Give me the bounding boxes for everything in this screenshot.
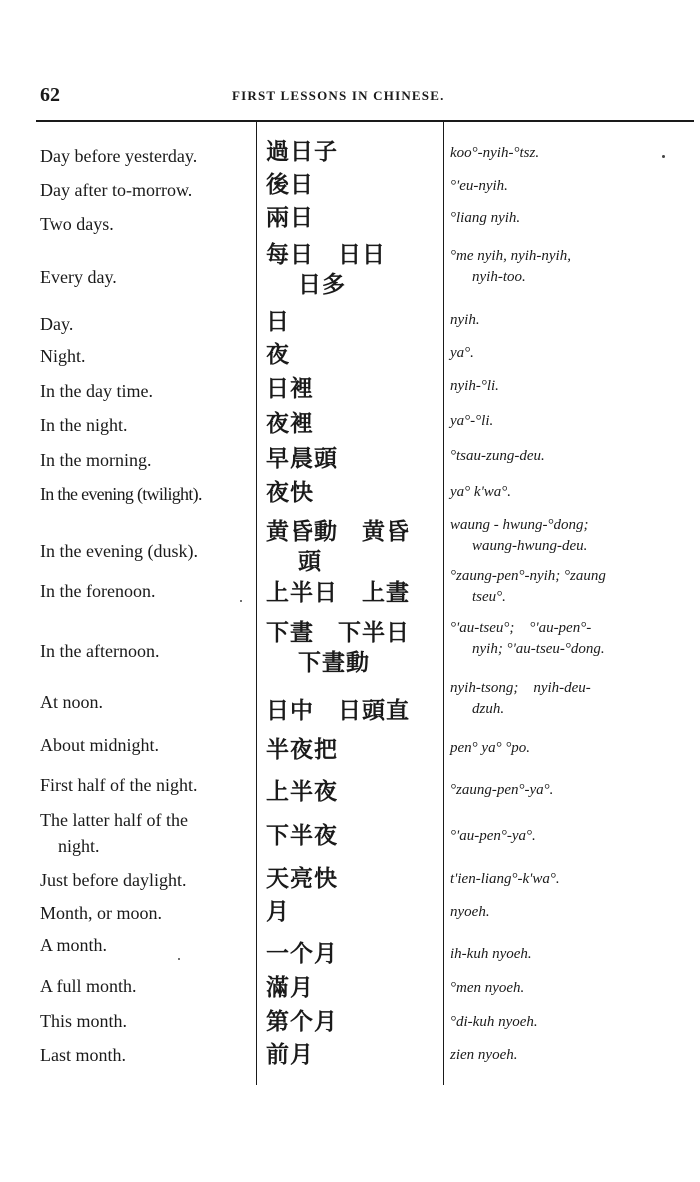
chinese-term: 前月 [266,1042,314,1068]
romanization: ya°-°li. [450,413,494,429]
romanization: ya°. [450,345,474,361]
english-term: About midnight. [40,735,160,755]
chinese-term: 夜快 [266,480,314,506]
chinese-line: 下晝 下半日 [266,620,410,646]
romanization-line-2: nyih-too. [472,269,526,285]
chinese-term: 上半日 上晝 [266,580,410,606]
english-term: This month. [40,1011,128,1031]
scan-speck [178,958,180,960]
chinese-term: 月 [266,899,290,925]
romanization-line-2: waung-hwung-deu. [472,538,588,554]
romanization: nyih. [450,312,480,328]
english-term: In the night. [40,415,128,435]
romanization: nyoeh. [450,904,490,920]
romanization: °'au-pen°-ya°. [450,828,536,844]
english-term: In the afternoon. [40,641,160,661]
english-term: In the forenoon. [40,581,156,601]
romanization-line-2: tseu°. [472,589,506,605]
scan-speck [662,155,665,158]
english-term: Day before yesterday. [40,146,198,166]
romanization-line-2: nyih; °'au-tseu-°dong. [472,641,605,657]
scan-speck [240,600,242,602]
english-term: In the morning. [40,450,152,470]
english-term: In the day time. [40,381,153,401]
romanization [450,618,694,660]
chinese-term: 日中 日頭直 [266,698,410,724]
english-term: Month, or moon. [40,903,163,923]
chinese-line-2: 頭 [298,549,322,575]
chinese-term: 夜裡 [266,411,314,437]
romanization [450,566,694,608]
chinese-term: 早晨頭 [266,446,338,472]
english-term: Two days. [40,214,114,234]
chinese-line: 黄昏動 黄昏 [266,519,410,545]
chinese-term: 半夜把 [266,737,338,763]
english-term: Every day. [40,267,117,287]
romanization: pen° ya° °po. [450,740,531,756]
romanization: ya° k'wa°. [450,484,512,500]
romanization: °'eu-nyih. [450,178,508,194]
chinese-term: 日裡 [266,376,314,402]
english-term: First half of the night. [40,775,198,795]
romanization [450,246,694,288]
romanization-line: °'au-tseu°; °'au-pen°- [450,620,592,636]
chinese-term: 天亮快 [266,866,338,892]
english-line-2: night. [58,836,100,856]
romanization: °zaung-pen°-ya°. [450,782,554,798]
english-term: A full month. [40,976,137,996]
romanization: nyih-°li. [450,378,499,394]
romanization: koo°-nyih-°tsz. [450,145,540,161]
chinese-term: 下半夜 [266,823,338,849]
english-term: Just before daylight. [40,870,187,890]
chinese-term [266,240,442,300]
chinese-term: 一个月 [266,941,338,967]
english-term: Day. [40,314,74,334]
english-term: Last month. [40,1045,126,1065]
column-rule-right [443,120,444,1085]
romanization-line: nyih-tsong; nyih-deu- [450,680,591,696]
chinese-term: 滿月 [266,975,314,1001]
chinese-term: 上半夜 [266,779,338,805]
english-term [40,807,254,859]
chinese-term: 兩日 [266,205,314,231]
romanization-line-2: dzuh. [472,701,505,717]
romanization: °liang nyih. [450,210,521,226]
romanization: ih-kuh nyoeh. [450,946,532,962]
romanization-line: °me nyih, nyih-nyih, [450,248,571,264]
chinese-term: 後日 [266,172,314,198]
romanization-line: waung - hwung-°dong; [450,517,589,533]
chinese-term: 第个月 [266,1009,338,1035]
romanization: °men nyoeh. [450,980,525,996]
chinese-term: 日 [266,309,290,335]
romanization [450,678,694,720]
romanization [450,515,694,557]
top-rule [36,120,694,122]
chinese-line: 每日 日日 [266,242,386,268]
chinese-term [266,618,442,678]
english-term: A month. [40,935,108,955]
chinese-term [266,517,442,577]
english-line: The latter half of the [40,810,188,830]
romanization: t'ien-liang°-k'wa°. [450,871,560,887]
romanization: °tsau-zung-deu. [450,448,545,464]
english-term: In the evening (twilight). [40,484,202,504]
chinese-line-2: 下晝動 [298,650,370,676]
chinese-term: 過日子 [266,139,338,165]
running-head: FIRST LESSONS IN CHINESE. [232,88,445,103]
romanization-line: °zaung-pen°-nyih; °zaung [450,568,606,584]
english-term: Day after to-morrow. [40,180,193,200]
page-number: 62 [40,84,60,106]
chinese-line-2: 日多 [298,272,346,298]
english-term: At noon. [40,692,103,712]
romanization: zien nyoeh. [450,1047,518,1063]
english-term: In the evening (dusk). [40,541,198,561]
english-term: Night. [40,346,86,366]
romanization: °di-kuh nyoeh. [450,1014,538,1030]
chinese-term: 夜 [266,342,290,368]
column-rule-left [256,120,257,1085]
